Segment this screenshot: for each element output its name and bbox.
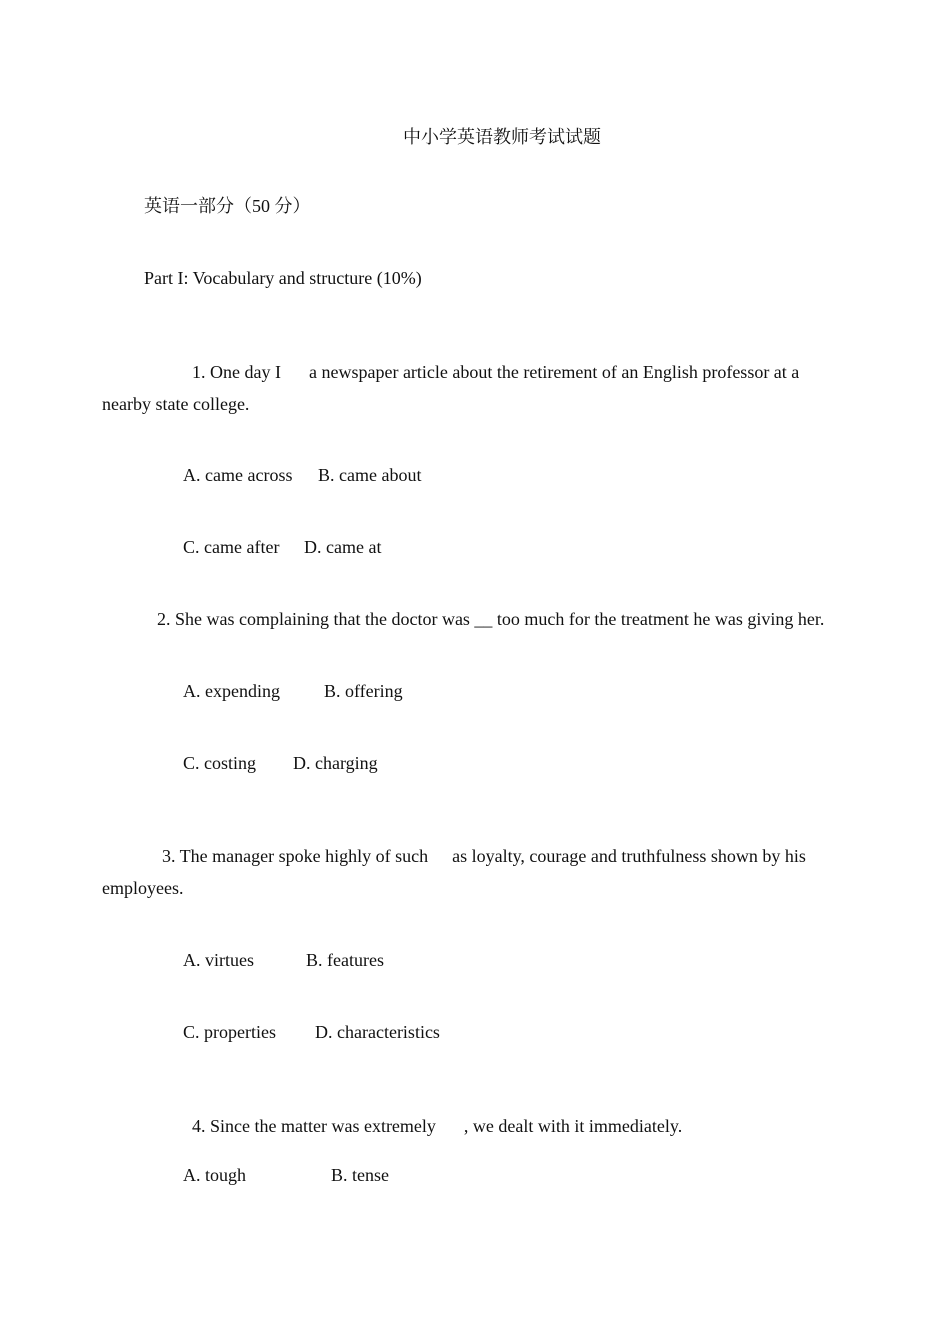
- question-1-stem: [183, 339, 799, 383]
- question-3-option-c: C. properties: [183, 1022, 276, 1042]
- section-heading: 英语一部分（50 分）: [144, 196, 311, 216]
- question-2-option-d: D. charging: [293, 753, 378, 773]
- question-3-stem: [153, 823, 806, 867]
- question-2-stem: 2. She was complaining that the doctor was __ too much for the treatment he was giving her.: [157, 609, 825, 629]
- question-3-stem-start: 3. The manager spoke highly of such: [162, 846, 429, 866]
- question-2-option-a: A. expending: [183, 681, 280, 701]
- question-3-option-d: D. characteristics: [315, 1022, 440, 1042]
- document-title: 中小学英语教师考试试题: [403, 127, 601, 147]
- question-1-stem-end: a newspaper article about the retirement of an English professor at a: [308, 362, 800, 382]
- question-1-option-d: D. came at: [304, 537, 382, 557]
- question-3-option-a: A. virtues: [183, 950, 254, 970]
- question-3-stem-end: as loyalty, courage and truthfulness shown by his: [452, 846, 806, 866]
- question-4-stem: [183, 1093, 682, 1137]
- question-4-option-a: A. tough: [183, 1165, 246, 1185]
- question-1-option-c: C. came after: [183, 537, 280, 557]
- question-1-stem-continued: nearby state college.: [102, 394, 250, 414]
- question-3-option-b: B. features: [306, 950, 384, 970]
- question-2-option-c: C. costing: [183, 753, 257, 773]
- question-1-option-a: A. came across: [183, 465, 293, 485]
- question-2-option-b: B. offering: [324, 681, 403, 701]
- question-4-stem-start: 4. Since the matter was extremely: [192, 1116, 436, 1136]
- question-1-stem-start: 1. One day I: [192, 362, 281, 382]
- question-4-option-b: B. tense: [331, 1165, 389, 1185]
- part-heading: Part I: Vocabulary and structure (10%): [144, 268, 422, 288]
- question-3-stem-continued: employees.: [102, 878, 184, 898]
- question-4-stem-end: , we dealt with it immediately.: [463, 1116, 683, 1136]
- question-1-option-b: B. came about: [318, 465, 422, 485]
